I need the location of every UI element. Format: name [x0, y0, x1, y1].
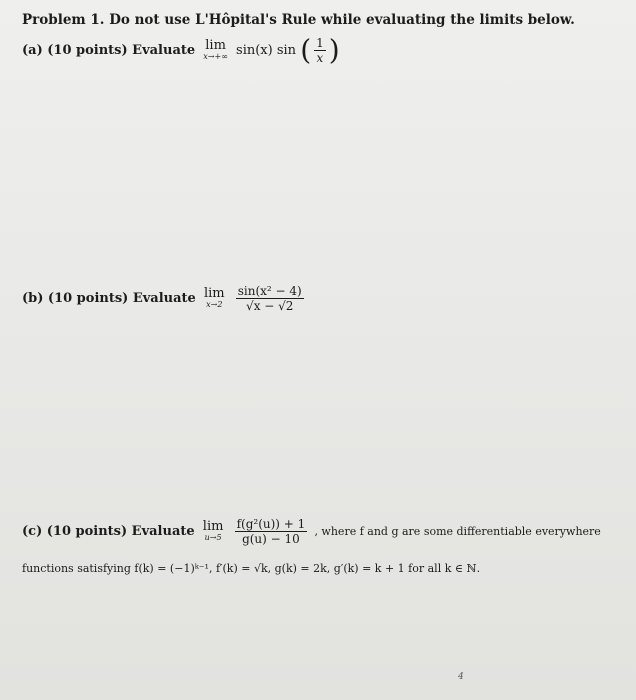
problem-header	[22, 12, 575, 28]
part-a-right-paren: )	[328, 33, 340, 67]
part-c-frac-den: g(u) − 10	[242, 532, 300, 546]
part-c-frac-num: f(g²(u)) + 1	[236, 517, 306, 531]
part-c-conditions	[22, 561, 480, 577]
part-a-fraction	[314, 36, 326, 65]
part-a-lim-word: lim	[205, 37, 226, 53]
part-a-frac-den: x	[316, 51, 324, 65]
part-c-tail: , where f and g are some differentiable everywhere	[314, 525, 601, 538]
part-c-label: (c) (10 points) Evaluate	[22, 524, 195, 539]
problem-header-text: Problem 1. Do not use L'Hôpital's Rule while evaluating the limits below.	[22, 12, 575, 28]
part-b-limit	[203, 285, 225, 310]
part-a-limit	[203, 37, 228, 62]
part-c-fraction	[235, 517, 308, 546]
part-b	[22, 284, 307, 313]
part-b-lim-word: lim	[203, 285, 225, 301]
part-a-frac-num: 1	[316, 36, 324, 50]
part-c-conditions-text: functions satisfying f(k) = (−1)ᵏ⁻¹, f′(k) = √k, g(k) = 2k, g′(k) = k + 1 for all k ∈ ℕ.	[22, 562, 481, 575]
part-a	[22, 33, 340, 67]
part-a-label: (a) (10 points) Evaluate	[22, 43, 196, 58]
part-b-fraction	[236, 284, 304, 313]
part-c-lim-sub: u→5	[204, 532, 222, 542]
part-a-expr: sin(x) sin	[236, 43, 297, 58]
part-c-lim-word: lim	[202, 518, 224, 534]
part-b-lim-sub: x→2	[206, 299, 223, 309]
part-c	[22, 517, 601, 546]
part-b-label: (b) (10 points) Evaluate	[22, 291, 196, 306]
part-b-frac-den: √x − √2	[246, 299, 294, 313]
part-a-lim-sub: x→+∞	[203, 51, 228, 61]
part-a-left-paren: (	[300, 33, 312, 67]
part-c-limit	[202, 518, 224, 543]
page-mark: 4	[458, 672, 464, 682]
part-b-frac-num: sin(x² − 4)	[237, 284, 302, 298]
